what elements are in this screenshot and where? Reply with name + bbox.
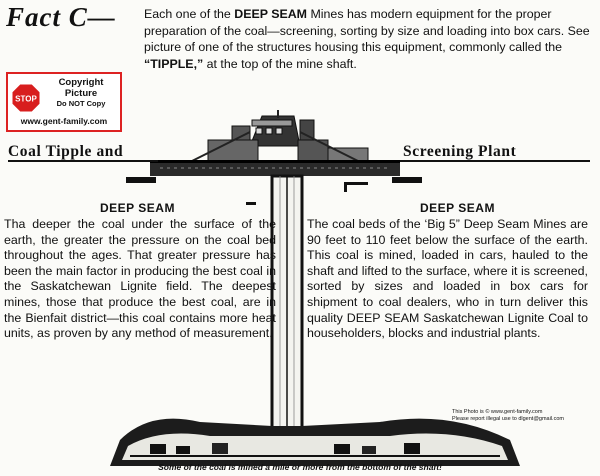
stamp-text — [44, 78, 118, 110]
heading-left: Coal Tipple and — [8, 143, 124, 160]
stamp-line-2: Picture — [64, 87, 98, 99]
stop-sign-icon — [12, 84, 40, 112]
intro-paragraph — [144, 6, 590, 72]
credit-line-2: Please report illegal use to dlgent@gmail.com — [452, 416, 564, 422]
stamp-url: www.gent-family.com — [20, 116, 108, 126]
fact-label: Fact C— — [6, 2, 116, 32]
mine-shaft — [272, 176, 302, 428]
stamp-line-1: Copyright — [58, 77, 104, 88]
left-subhead: DEEP SEAM — [100, 201, 175, 215]
heading-right: Screening Plant — [403, 143, 517, 160]
left-column-text: Tha deeper the coal under the surface of the earth, the greater the pressure on the coal bed throughout the ages. That greater pressure has been the main factor in producing the best coal in the Saskatchewan Lignite field. The deepest mines, those that produce the best coal, are in the Bienfait district—this coal contains more heat units, as proven by any method of measurement. — [4, 217, 276, 341]
right-column-text: The coal beds of the ‘Big 5” Deep Seam Mines are 90 feet to 110 feet below the surface of the earth. This coal is mined, loaded in cars, hauled to the shaft and lifted to the surface, where it is screened, sorted by sizes and loaded in box cars for shipment to coal dealers, who in turn deliver this quality DEEP SEAM Saskatchewan Lignite Coal to householders, blocks and industrial plants. — [307, 217, 588, 341]
intro-deep-seam: DEEP SEAM — [234, 7, 308, 21]
intro-tipple: “TIPPLE,” — [144, 56, 204, 71]
credit-line-1: This Photo is © www.gent-family.com — [452, 409, 543, 415]
illustration-caption: Some of the coal is mined a mile or more from the bottom of the shaft! — [158, 462, 442, 472]
intro-text-2: Mines has modern equipment for the proper preparation of the coal—screening, sorting by size and loading into box cars. See picture of one of the structures housing this equipment, commonly called the — [144, 7, 590, 55]
copyright-stamp — [6, 72, 122, 132]
tipple-building — [190, 110, 368, 162]
right-subhead: DEEP SEAM — [420, 201, 495, 215]
intro-text-3: at the top of the mine shaft. — [203, 56, 357, 71]
stop-sign-text: STOP — [15, 94, 37, 104]
stamp-line-3: Do NOT Copy — [56, 99, 106, 108]
underground-gallery — [110, 419, 520, 466]
intro-text-1: Each one of the — [144, 7, 235, 21]
photo-credit — [452, 409, 592, 423]
